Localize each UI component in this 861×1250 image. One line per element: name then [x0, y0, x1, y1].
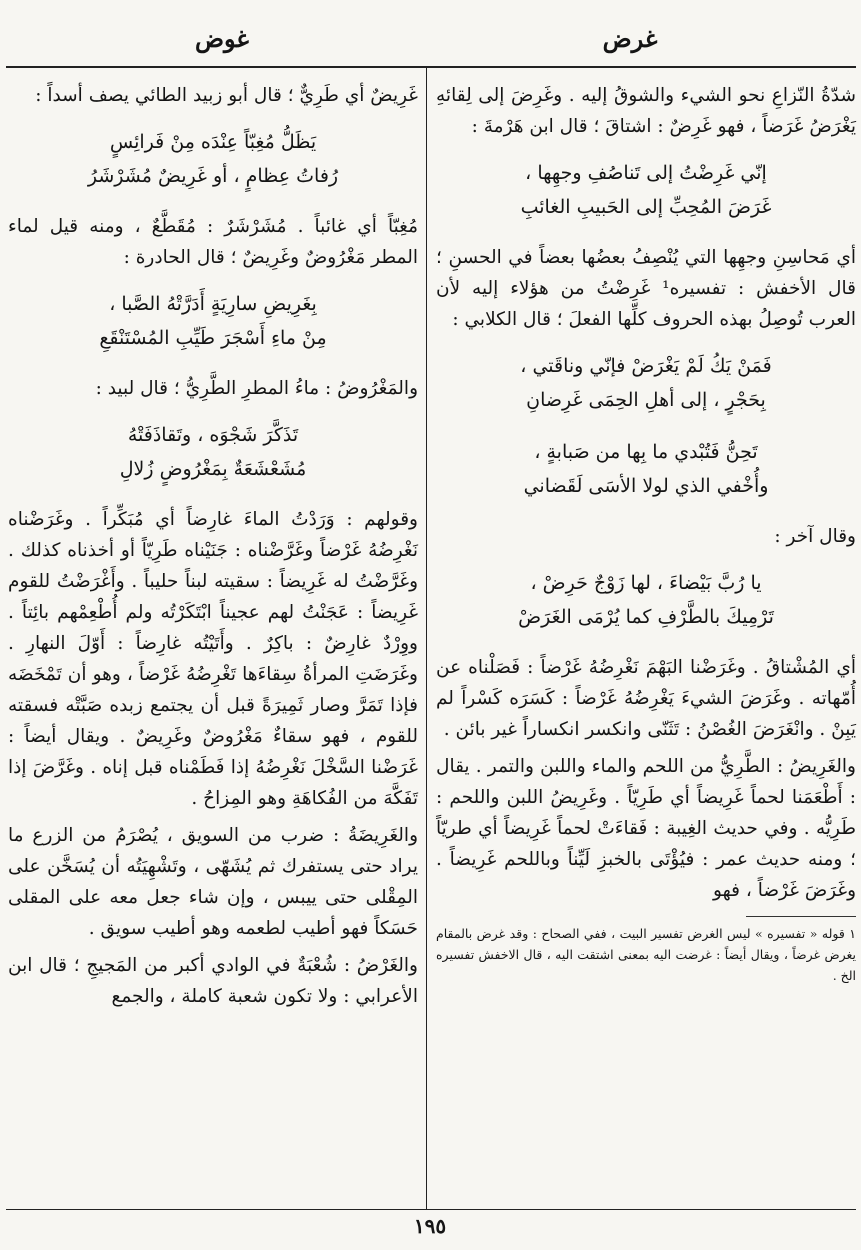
- right-column: [436, 80, 856, 992]
- verse-line: يا رُبَّ بَيْضاءَ ، لها زَوْجٌ حَرِضْ ،: [530, 572, 762, 594]
- verse: [436, 435, 856, 503]
- verse: [8, 418, 418, 486]
- footnote-rule: [746, 916, 856, 917]
- verse-line: مِنْ ماءِ أَسْجَرَ طَيِّبِ المُسْتَنْقَعِ: [99, 327, 327, 349]
- verse: [436, 156, 856, 224]
- header-left-word: غوض: [195, 24, 249, 53]
- paragraph: غَرِيضٌ أي طَرِيٌّ ؛ قال أبو زبيد الطائي يصف أسداً :: [35, 85, 418, 106]
- paragraph: وقولهم : وَرَدْتُ الماءَ غارِضاً أي مُبَكِّراً . وغَرَضْناه نَغْرِضُهُ غَرْضاً وغَرَّضْناه : جَنَيْناه طَرِيّاً أو أخذناه كذلك . وغَرَّضْتُ له غَرِيضاً : سقيته لبناً حليباً . وأَغْرَضْتُ للقوم غَرِيضاً : عَجَنْتُ لهم عجيناً ابْتَكَرْتُه ولم أُطْعِمْهم بائِتاً . ووِرْدٌ غارِضٌ : باكِرٌ . وأَتَيْتُه غارِضاً : أَوّلَ النهارِ . وغَرَضَتِ المرأةُ سِقاءَها تَغْرِضُهُ غَرْضاً ، وهو أن تَمْخَضَه فإذا تَمَرَّ وصار ثَمِيرَةً قبل أن يجتمع زبده صَبَّتْه فسقته للقوم ، فهو سقاءٌ مَغْرُوضٌ وغَرِيضٌ . ويقال أيضاً : غَرَضْنا السَّخْلَ نَغْرِضُهُ إذا فَطَمْناه قبل إناه . وغَرَّضَ إذا تَفَكَّهَ من الفُكاهَةِ وهو المِزاحُ .: [8, 509, 418, 809]
- verse-line: رُفاتُ عِظامٍ ، أو غَرِيضٌ مُشَرْشَرُ: [87, 165, 339, 187]
- verse: [436, 349, 856, 417]
- verse-line: يَظَلُّ مُغِبّاً عِنْدَه مِنْ فَرائِسٍ: [109, 131, 317, 153]
- paragraph: والغَرِيضُ : الطَّرِيُّ من اللحم والماء واللبن والتمر . يقال : أَطْعَمَنا لحماً غَرِيضاً أي طَرِيّاً . وغَرِيضُ اللبن واللحم : طَرِيُّه . وفي حديث الغِيبة : فَقاءَتْ لحماً غَرِيضاً أي طريّاً ؛ ومنه حديث عمر : فيُؤْتَى بالخبزِ لَيِّناً وباللحم غَرِيضاً . وغَرَضَ غَرْضاً ، فهو: [436, 756, 856, 901]
- verse: [8, 125, 418, 193]
- verse-line: تَذَكَّرَ شَجْوَه ، وتَقاذَفَتْهُ: [127, 424, 299, 446]
- verse-line: بِحَجْرٍ ، إلى أهلِ الحِمَى غَرِضانِ: [526, 389, 766, 411]
- paragraph: شدّةُ النّزاعِ نحو الشيء والشوقُ إليه . وغَرِضَ إلى لِقائهِ يَغْرَضُ غَرَضاً ، فهو غَرِضٌ : اشتاقَ ؛ قال ابن هَرْمةَ :: [436, 85, 856, 137]
- footnote: ١ قوله « تفسيره » ليس الغرض تفسير البيت ، ففي الصحاح : وقد غرض بالمقام يغرض غرضاً ، ويقال أيضاً : غرضت اليه بمعنى اشتقت اليه ، قال الاخفش تفسيره الخ .: [436, 926, 856, 983]
- paragraph: وقال آخر :: [774, 526, 856, 547]
- verse-line: فَمَنْ يَكُ لَمْ يَغْرَضْ فإنّي وناقَتي ،: [520, 355, 772, 377]
- verse: [436, 566, 856, 634]
- paragraph: أي المُشْتاقُ . وغَرَضْنا البَهْمَ نَغْرِضُهُ غَرْضاً : فَصَلْناه عن أُمّهاته . وغَرَضَ الشيءَ يَغْرِضُهُ غَرْضاً : كَسَرَه كَسْراً لم يَبِنْ . وانْغَرَضَ الغُصْنُ : تَثَنّى وانكسر انكساراً غير بائن .: [436, 657, 856, 740]
- verse-line: مُشَعْشَعَةٌ بِمَغْرُوضٍ زُلالِ: [119, 458, 307, 480]
- verse: [8, 287, 418, 355]
- verse-line: بِغَرِيضِ سارِيَةٍ أَدَرَّتْهُ الصَّبا ،: [109, 293, 317, 315]
- bottom-rule: [6, 1209, 856, 1210]
- paragraph: والغَرْضُ : شُعْبَةٌ في الوادي أكبر من المَجيجِ ؛ قال ابن الأعرابي : ولا تكون شعبة كاملة ، والجمع: [8, 955, 418, 1007]
- paragraph: أي مَحاسِنِ وجهِها التي يُنْصِفُ بعضُها بعضاً في الحسنِ ؛ قال الأخفش : تفسيره¹ غَرِضْتُ من هؤلاء إليه لأن العرب تُوصِلُ بهذه الحروف كلِّها الفعلَ ؛ قال الكلابي :: [436, 247, 856, 330]
- verse-line: غَرَضَ المُحِبِّ إلى الحَبيبِ الغائبِ: [520, 196, 772, 218]
- header-right-word: غرض: [602, 24, 658, 53]
- verse-line: وأُخْفي الذي لولا الأسَى لَقَضاني: [523, 475, 769, 497]
- paragraph: والغَرِيضَةُ : ضرب من السويق ، يُصْرَمُ من الزرع ما يراد حتى يستفرك ثم يُشَهّى ، وتَشْهِيَتُه أن يُسَخَّن على المِقْلى حتى ييبس ، وإن شاء جعل معه على المقلى حَسَكاً فهو أطيب لطعمه وهو أطيب سويق .: [8, 825, 418, 939]
- left-column: [8, 80, 418, 1018]
- column-divider: [426, 66, 427, 1209]
- paragraph: مُغِبّاً أي غائباً . مُشَرْشَرٌ : مُقَطَّعٌ ، ومنه قيل لماء المطر مَغْرُوضٌ وغَرِيضٌ ؛ قال الحادرة :: [8, 216, 418, 268]
- verse-line: تَرْمِيكَ بالطَّرْفِ كما يُرْمَى الغَرَضْ: [518, 606, 774, 628]
- paragraph: والمَغْرُوضُ : ماءُ المطرِ الطَّرِيُّ ؛ قال لبيد :: [95, 378, 418, 399]
- page-number: ١٩٥: [413, 1214, 447, 1238]
- verse-line: إنّي غَرِضْتُ إلى تَناصُفِ وجهِها ،: [525, 162, 767, 184]
- top-rule: [6, 66, 856, 68]
- verse-line: تَحِنُّ فَتُبْدي ما بِها من صَبابةٍ ،: [534, 441, 758, 463]
